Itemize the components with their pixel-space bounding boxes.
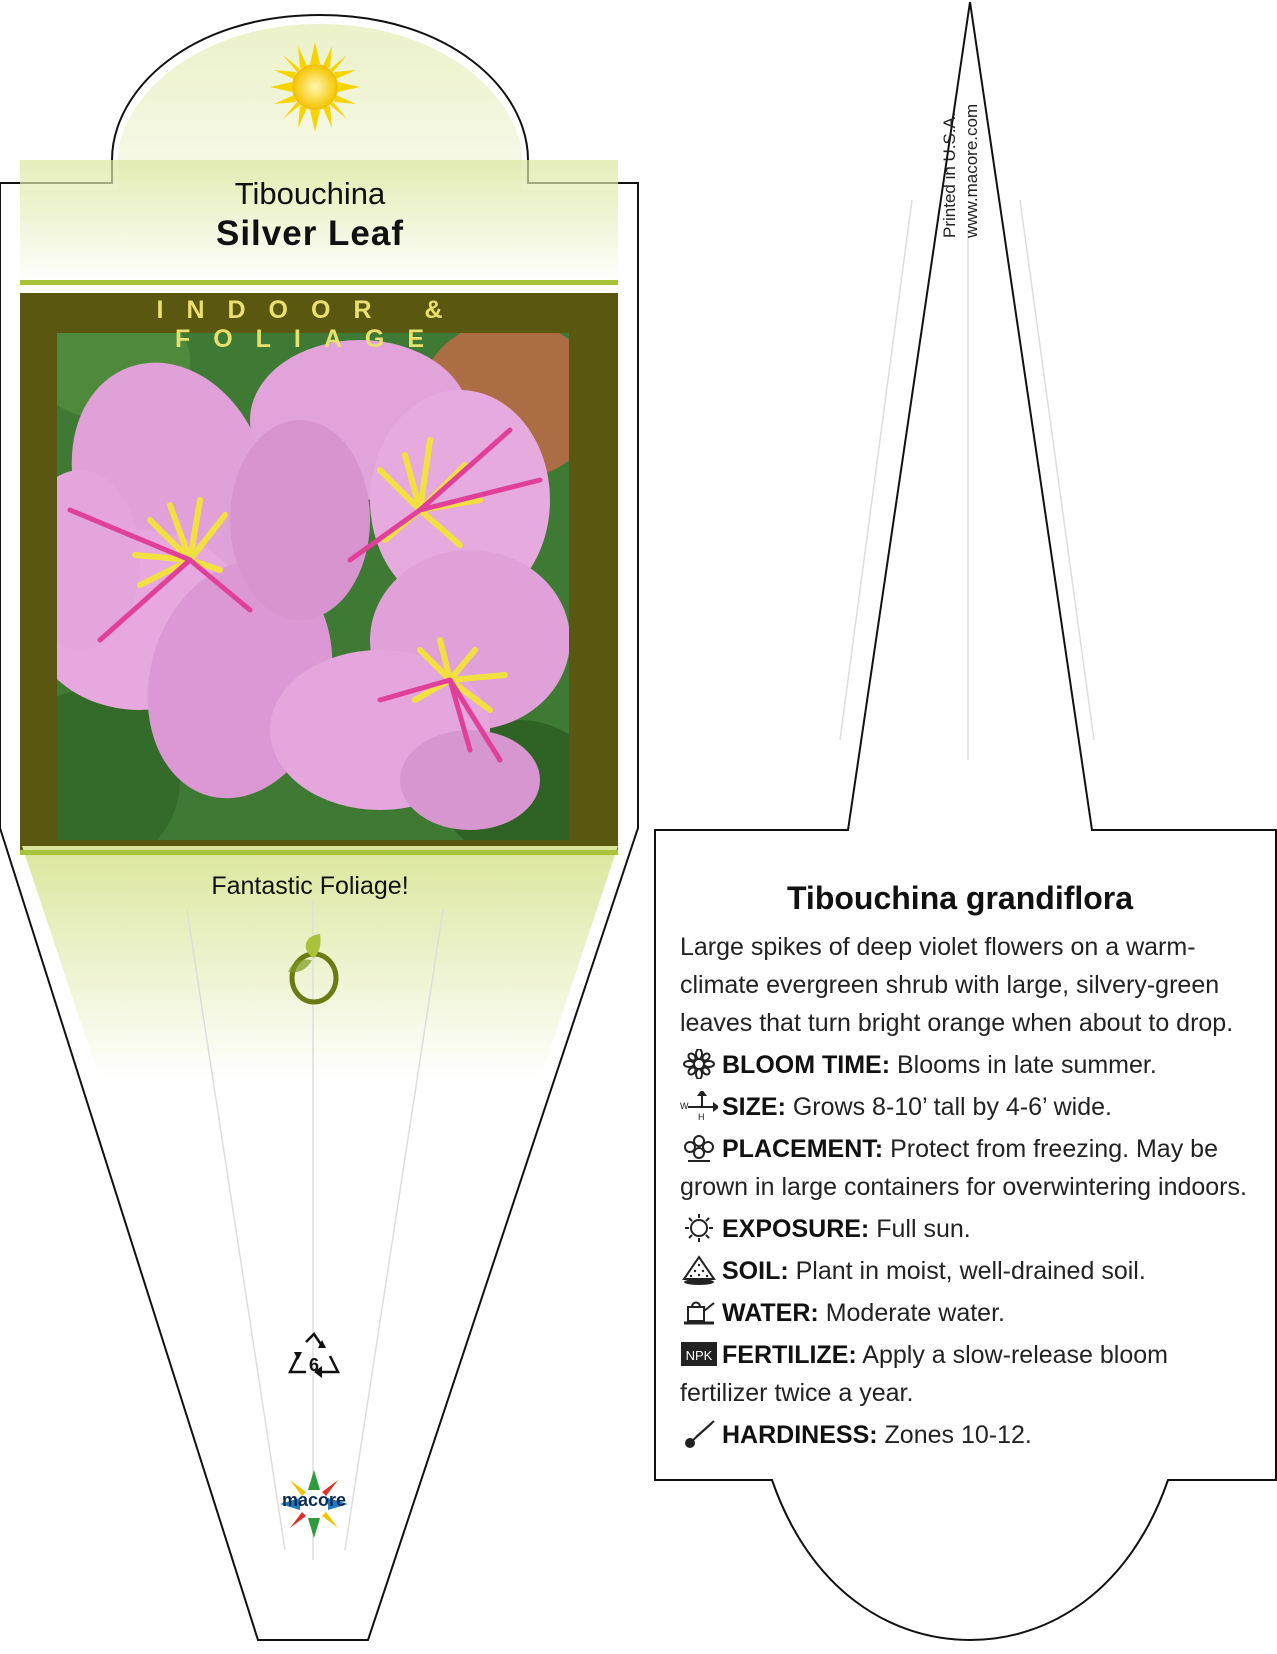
foliage-leaf-icon (282, 932, 346, 1006)
care-text: Grows 8-10’ tall by 4-6’ wide. (792, 1093, 1112, 1121)
care-hardiness (680, 1416, 1260, 1454)
sun-icon (270, 42, 360, 132)
npk-label: NPK (685, 1348, 713, 1363)
website: www.macore.com (962, 103, 981, 238)
care-label: PLACEMENT: (722, 1135, 884, 1163)
soil-icon (680, 1255, 718, 1285)
care-text: Plant in moist, well-drained soil. (795, 1257, 1146, 1285)
placement-icon (680, 1133, 718, 1163)
flower-icon (680, 1049, 718, 1079)
plant-genus: Tibouchina (234, 176, 386, 211)
plant-variety: Silver Leaf (215, 214, 405, 253)
care-water (680, 1294, 1260, 1332)
care-text: Apply a slow-release bloom fertilizer twice a year. (680, 1341, 1168, 1407)
printed-info (940, 40, 981, 240)
care-label: HARDINESS: (722, 1421, 878, 1449)
size-w: W (680, 1101, 689, 1111)
brand-name: macore (281, 1490, 347, 1510)
care-text: Moderate water. (825, 1299, 1005, 1327)
plant-description: Large spikes of deep violet flowers on a warm-climate evergreen shrub with large, silvery-green leaves that turn bright orange when about to drop. (680, 933, 1234, 1037)
care-label: SOIL: (722, 1257, 789, 1285)
care-text: Full sun. (876, 1215, 971, 1243)
care-fertilize (680, 1336, 1260, 1412)
flower-photo (0, 300, 600, 870)
size-h: H (698, 1112, 705, 1121)
botanical-name: Tibouchina grandiflora (786, 880, 1134, 916)
watering-can-icon (680, 1297, 718, 1327)
size-icon (680, 1091, 718, 1121)
npk-icon (680, 1339, 718, 1369)
care-label: EXPOSURE: (722, 1215, 870, 1243)
tagline: Fantastic Foliage! (211, 872, 409, 900)
care-soil (680, 1252, 1260, 1290)
care-text: Protect from freezing. May be grown in large containers for overwintering indoors. (680, 1135, 1247, 1201)
printed-in: Printed in U.S.A. (940, 112, 959, 238)
care-label: BLOOM TIME: (722, 1051, 891, 1079)
care-label: WATER: (722, 1299, 819, 1327)
sun-outline-icon (680, 1213, 718, 1243)
care-exposure (680, 1210, 1260, 1248)
category-banner: INDOOR & FOLIAGE (156, 296, 466, 353)
care-text: Zones 10-12. (884, 1421, 1032, 1449)
care-label: SIZE: (722, 1093, 786, 1121)
care-label: FERTILIZE: (722, 1341, 857, 1369)
recycle-code: 6 (308, 1355, 319, 1375)
care-bloom-time (680, 1046, 1260, 1084)
care-size (680, 1088, 1260, 1126)
thermometer-icon (680, 1419, 718, 1449)
care-placement (680, 1130, 1260, 1206)
care-text: Blooms in late summer. (896, 1051, 1157, 1079)
